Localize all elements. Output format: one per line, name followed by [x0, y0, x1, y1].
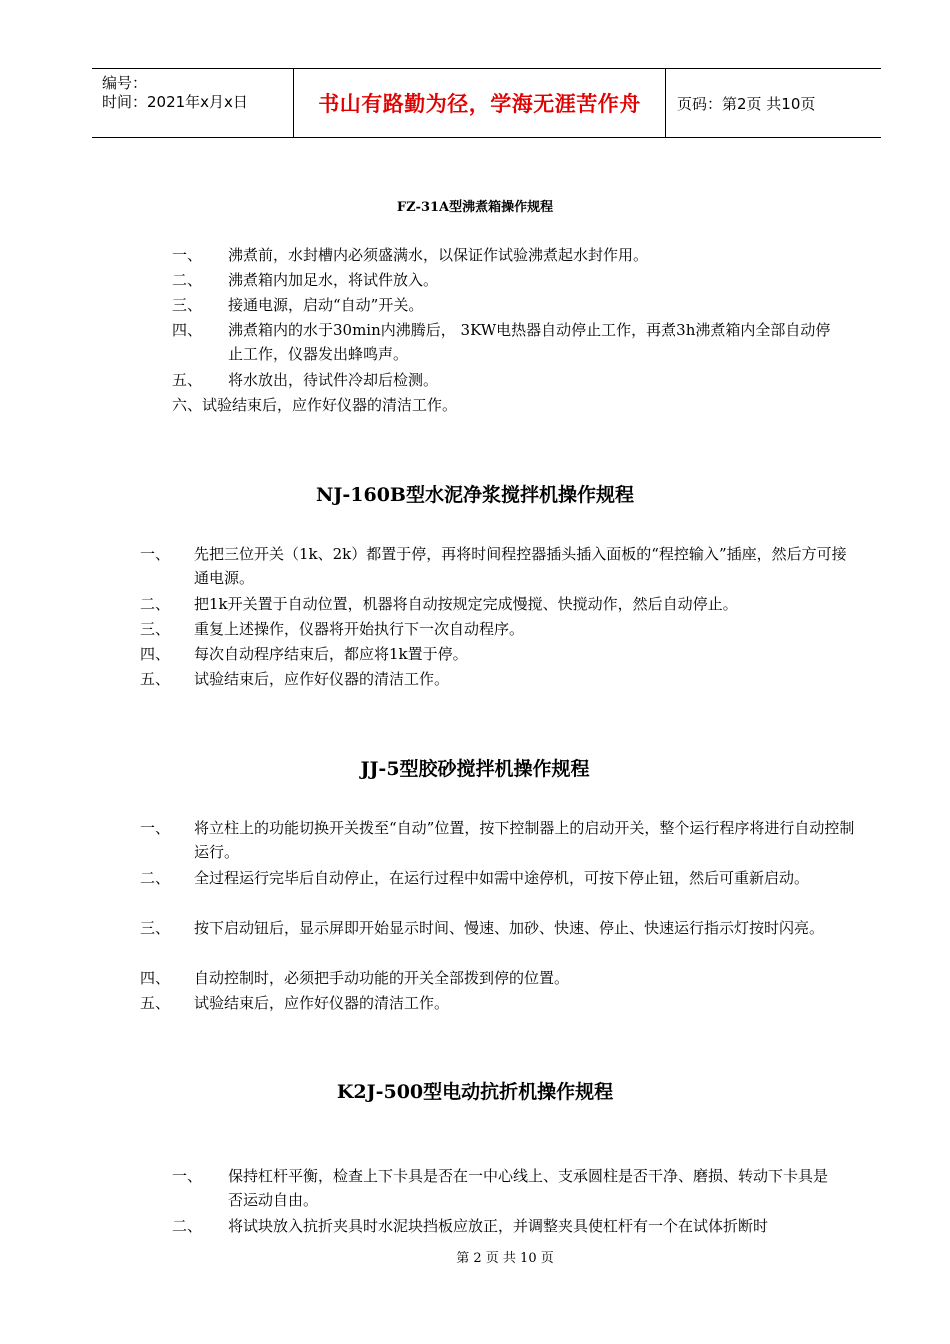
item-text: 保持杠杆平衡，检查上下卡具是否在一中心线上、支承圆柱是否干净、磨损、转动下卡具是否运动自由。	[228, 1167, 829, 1209]
item-number: 三、	[140, 620, 171, 638]
item-text: 接通电源，启动“自动”开关。	[228, 296, 424, 314]
item-text: 全过程运行完毕后自动停止，在运行过程中如需中途停机，可按下停止钮，然后可重新启动。	[194, 869, 810, 887]
item-text: 六、试验结束后，应作好仪器的清洁工作。	[172, 396, 458, 414]
header-page-info: 页码：第2页 共10页	[677, 94, 816, 113]
item-number: 二、	[140, 869, 171, 887]
item-text: 把1k开关置于自动位置，机器将自动按规定完成慢搅、快搅动作，然后自动停止。	[194, 595, 738, 613]
section-title-fz31a: FZ-31A型沸煮箱操作规程	[396, 200, 554, 215]
header-motto: 书山有路勤为径，学海无涯苦作舟	[294, 69, 666, 137]
item-text: 重复上述操作，仪器将开始执行下一次自动程序。	[194, 620, 525, 638]
item-number: 五、	[140, 670, 171, 688]
item-number: 五、	[140, 994, 171, 1012]
item-text: 按下启动钮后，显示屏即开始显示时间、慢速、加砂、快速、停止、快速运行指示灯按时闪亮。	[194, 919, 825, 937]
item-text: 沸煮前，水封槽内必须盛满水，以保证作试验沸煮起水封作用。	[228, 246, 649, 264]
item-number: 五、	[172, 371, 203, 389]
item-number: 三、	[140, 919, 171, 937]
item-text: 试验结束后，应作好仪器的清洁工作。	[194, 670, 450, 688]
item-number: 一、	[172, 1167, 203, 1185]
item-number: 四、	[172, 321, 203, 339]
item-text: 先把三位开关（1k、2k）都置于停，再将时间程控器插头插入面板的“程控输入”插座，然后方可接通电源。	[194, 545, 847, 587]
item-number: 四、	[140, 969, 171, 987]
item-number: 三、	[172, 296, 203, 314]
item-text: 自动控制时，必须把手动功能的开关全部拨到停的位置。	[194, 969, 570, 987]
page-header	[92, 68, 881, 138]
item-number: 一、	[140, 819, 171, 837]
section-title-nj160b: NJ-160B型水泥净浆搅拌机操作规程	[316, 484, 634, 506]
item-text: 将立柱上的功能切换开关拨至“自动”位置，按下控制器上的启动开关，整个运行程序将进行自动控制运行。	[194, 819, 855, 861]
page-footer: 第 2 页 共 10 页	[456, 1251, 554, 1266]
code-label: 编号：	[102, 74, 148, 92]
header-meta-cell	[92, 69, 294, 137]
item-text: 将试块放入抗折夹具时水泥块挡板应放正，并调整夹具使杠杆有一个在试体折断时	[228, 1217, 769, 1235]
item-number: 二、	[172, 271, 203, 289]
time-label: 时间：2021年x月x日	[102, 93, 248, 111]
item-text: 沸煮箱内的水于30min内沸腾后， 3KW电热器自动停止工作，再煮3h沸煮箱内全部自动停止工作，仪器发出蜂鸣声。	[228, 321, 831, 363]
item-text: 试验结束后，应作好仪器的清洁工作。	[194, 994, 450, 1012]
section-title-k2j500: K2J-500型电动抗折机操作规程	[336, 1081, 614, 1103]
item-number: 四、	[140, 645, 171, 663]
section-title-jj5: JJ-5型胶砂搅拌机操作规程	[360, 758, 590, 780]
item-text: 每次自动程序结束后，都应将1k置于停。	[194, 645, 468, 663]
item-number: 二、	[172, 1217, 203, 1235]
item-text: 将水放出，待试件冷却后检测。	[228, 371, 439, 389]
item-number: 二、	[140, 595, 171, 613]
item-text: 沸煮箱内加足水，将试件放入。	[228, 271, 439, 289]
item-number: 一、	[172, 246, 203, 264]
item-number: 一、	[140, 545, 171, 563]
